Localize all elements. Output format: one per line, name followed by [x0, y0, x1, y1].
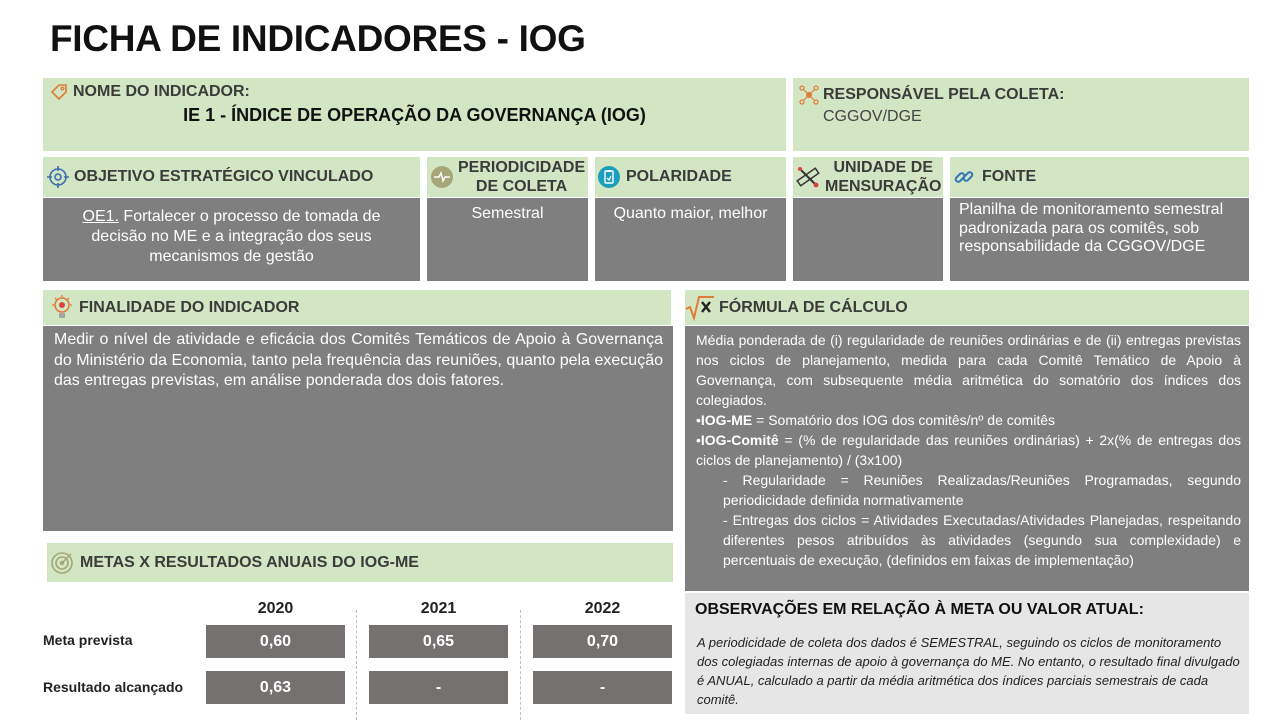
year-2021: 2021 [420, 600, 457, 617]
lightbulb-icon [49, 294, 75, 322]
resultado-cell-2020: 0,63 [206, 671, 345, 704]
formula-body [685, 326, 1249, 591]
observacoes-box [685, 593, 1249, 714]
page-title: FICHA DE INDICADORES - IOG [50, 18, 586, 59]
resultado-alcancado-label: Resultado alcançado [43, 679, 184, 695]
fonte-body [950, 198, 1249, 281]
periodicidade-label-1: PERIODICIDADE [458, 159, 586, 176]
year-2022: 2022 [584, 600, 621, 617]
fonte-value: Planilha de monitoramento semestral padronizada para os comitês, sob responsabilidade da CGGOV/DGE [959, 201, 1224, 255]
unidade-label-1: UNIDADE DE [833, 159, 933, 176]
formula-iog-comite [696, 430, 1241, 470]
pulse-icon [430, 165, 454, 189]
polaridade-header [595, 157, 786, 197]
responsavel-box [793, 78, 1249, 151]
unidade-label-2: MENSURAÇÃO [825, 178, 942, 195]
bullseye-icon [50, 551, 74, 575]
formula-entregas: - Entregas dos ciclos = Atividades Executadas/Atividades Planejadas, respeitando diferentes pesos atribuídos às atividades (segundo sua complexidade) e percentuais de execução, (definidos em faixas de implementação) [723, 512, 1241, 568]
formula-iog-comite-term: IOG-Comitê [700, 432, 779, 448]
objetivo-header [43, 157, 420, 197]
network-icon [798, 84, 820, 106]
finalidade-text: Medir o nível de atividade e eficácia dos Comitês Temáticos de Apoio à Governança do Ministério da Economia, tanto pela frequência das reuniões, quanto pela execução das entregas previstas, em análise ponderada dos dois fatores. [54, 331, 663, 389]
sqrt-icon [685, 294, 715, 322]
formula-iog-me [696, 410, 1241, 430]
formula-iog-me-bullet: • [696, 412, 701, 428]
link-icon [952, 165, 976, 189]
finalidade-body [43, 326, 673, 531]
meta-cell-2022: 0,70 [533, 625, 672, 658]
observacoes-text: A periodicidade de coleta dos dados é SEMESTRAL, seguindo os ciclos de monitoramento dos colegiadas internas de apoio à governança do ME. No entanto, o resultado final divulgado é ANUAL, calculado a partir da média aritmética dos índices parciais semestrais de cada comitê. [697, 635, 1240, 707]
periodicidade-body [427, 198, 588, 281]
nome-indicador-box [43, 78, 786, 151]
meta-cell-2020: 0,60 [206, 625, 345, 658]
objetivo-body [43, 198, 420, 281]
periodicidade-label-2: DE COLETA [475, 178, 568, 195]
meta-prevista-label: Meta prevista [43, 632, 133, 648]
unidade-header [793, 157, 943, 197]
objetivo-text: Fortalecer o processo de tomada de decisão no ME e a integração dos seus mecanismos de gestão [91, 208, 381, 265]
objetivo-label: OBJETIVO ESTRATÉGICO VINCULADO [74, 168, 374, 185]
formula-iog-comite-def: = (% de regularidade das reuniões ordinárias) + 2x(% de entregas dos ciclos de planejamento) / (3x100) [696, 432, 1241, 468]
periodicidade-header [427, 157, 588, 197]
formula-iog-comite-bullet: • [696, 432, 701, 448]
nome-indicador-label: NOME DO INDICADOR: [73, 83, 250, 100]
responsavel-label: RESPONSÁVEL PELA COLETA: [823, 86, 1065, 103]
resultado-cell-2021: - [369, 671, 508, 704]
year-2020: 2020 [257, 600, 294, 617]
meta-cell-2021: 0,65 [369, 625, 508, 658]
table-divider [356, 610, 357, 720]
periodicidade-value: Semestral [471, 205, 544, 222]
finalidade-label: FINALIDADE DO INDICADOR [79, 298, 300, 316]
fonte-header [950, 157, 1249, 197]
resultado-cell-2022: - [533, 671, 672, 704]
fonte-label: FONTE [982, 168, 1037, 185]
formula-iog-me-def: = Somatório dos IOG dos comitês/nº de comitês [752, 412, 1055, 428]
formula-intro: Média ponderada de (i) regularidade de reuniões ordinárias e de (ii) entregas previstas nos ciclos de planejamento, medida para cada Comitê Temático de Apoio à Governança, com subsequente média aritmética do somatório dos índices dos colegiados. [696, 332, 1241, 408]
formula-header [685, 290, 1249, 325]
metas-header [47, 543, 673, 582]
responsavel-value: CGGOV/DGE [823, 108, 922, 125]
unidade-body [793, 198, 943, 281]
clipboard-icon [597, 165, 621, 189]
table-divider [520, 610, 521, 720]
formula-regularidade: - Regularidade = Reuniões Realizadas/Reuniões Programadas, segundo periodicidade definida normativamente [723, 472, 1241, 508]
polaridade-body [595, 198, 786, 281]
tag-icon [49, 82, 69, 102]
polaridade-label: POLARIDADE [626, 168, 732, 185]
formula-label: FÓRMULA DE CÁLCULO [719, 298, 908, 316]
finalidade-header [43, 290, 671, 325]
formula-iog-me-term: IOG-ME [700, 412, 753, 428]
nome-indicador-value: IE 1 - ÍNDICE DE OPERAÇÃO DA GOVERNANÇA (IOG) [183, 105, 646, 125]
target-icon [46, 165, 70, 189]
polaridade-value: Quanto maior, melhor [613, 205, 768, 222]
observacoes-label: OBSERVAÇÕES EM RELAÇÃO À META OU VALOR ATUAL: [695, 601, 1144, 618]
ruler-icon [794, 163, 822, 191]
metas-label: METAS X RESULTADOS ANUAIS DO IOG-ME [80, 553, 419, 571]
objetivo-code: OE1. [82, 208, 119, 225]
